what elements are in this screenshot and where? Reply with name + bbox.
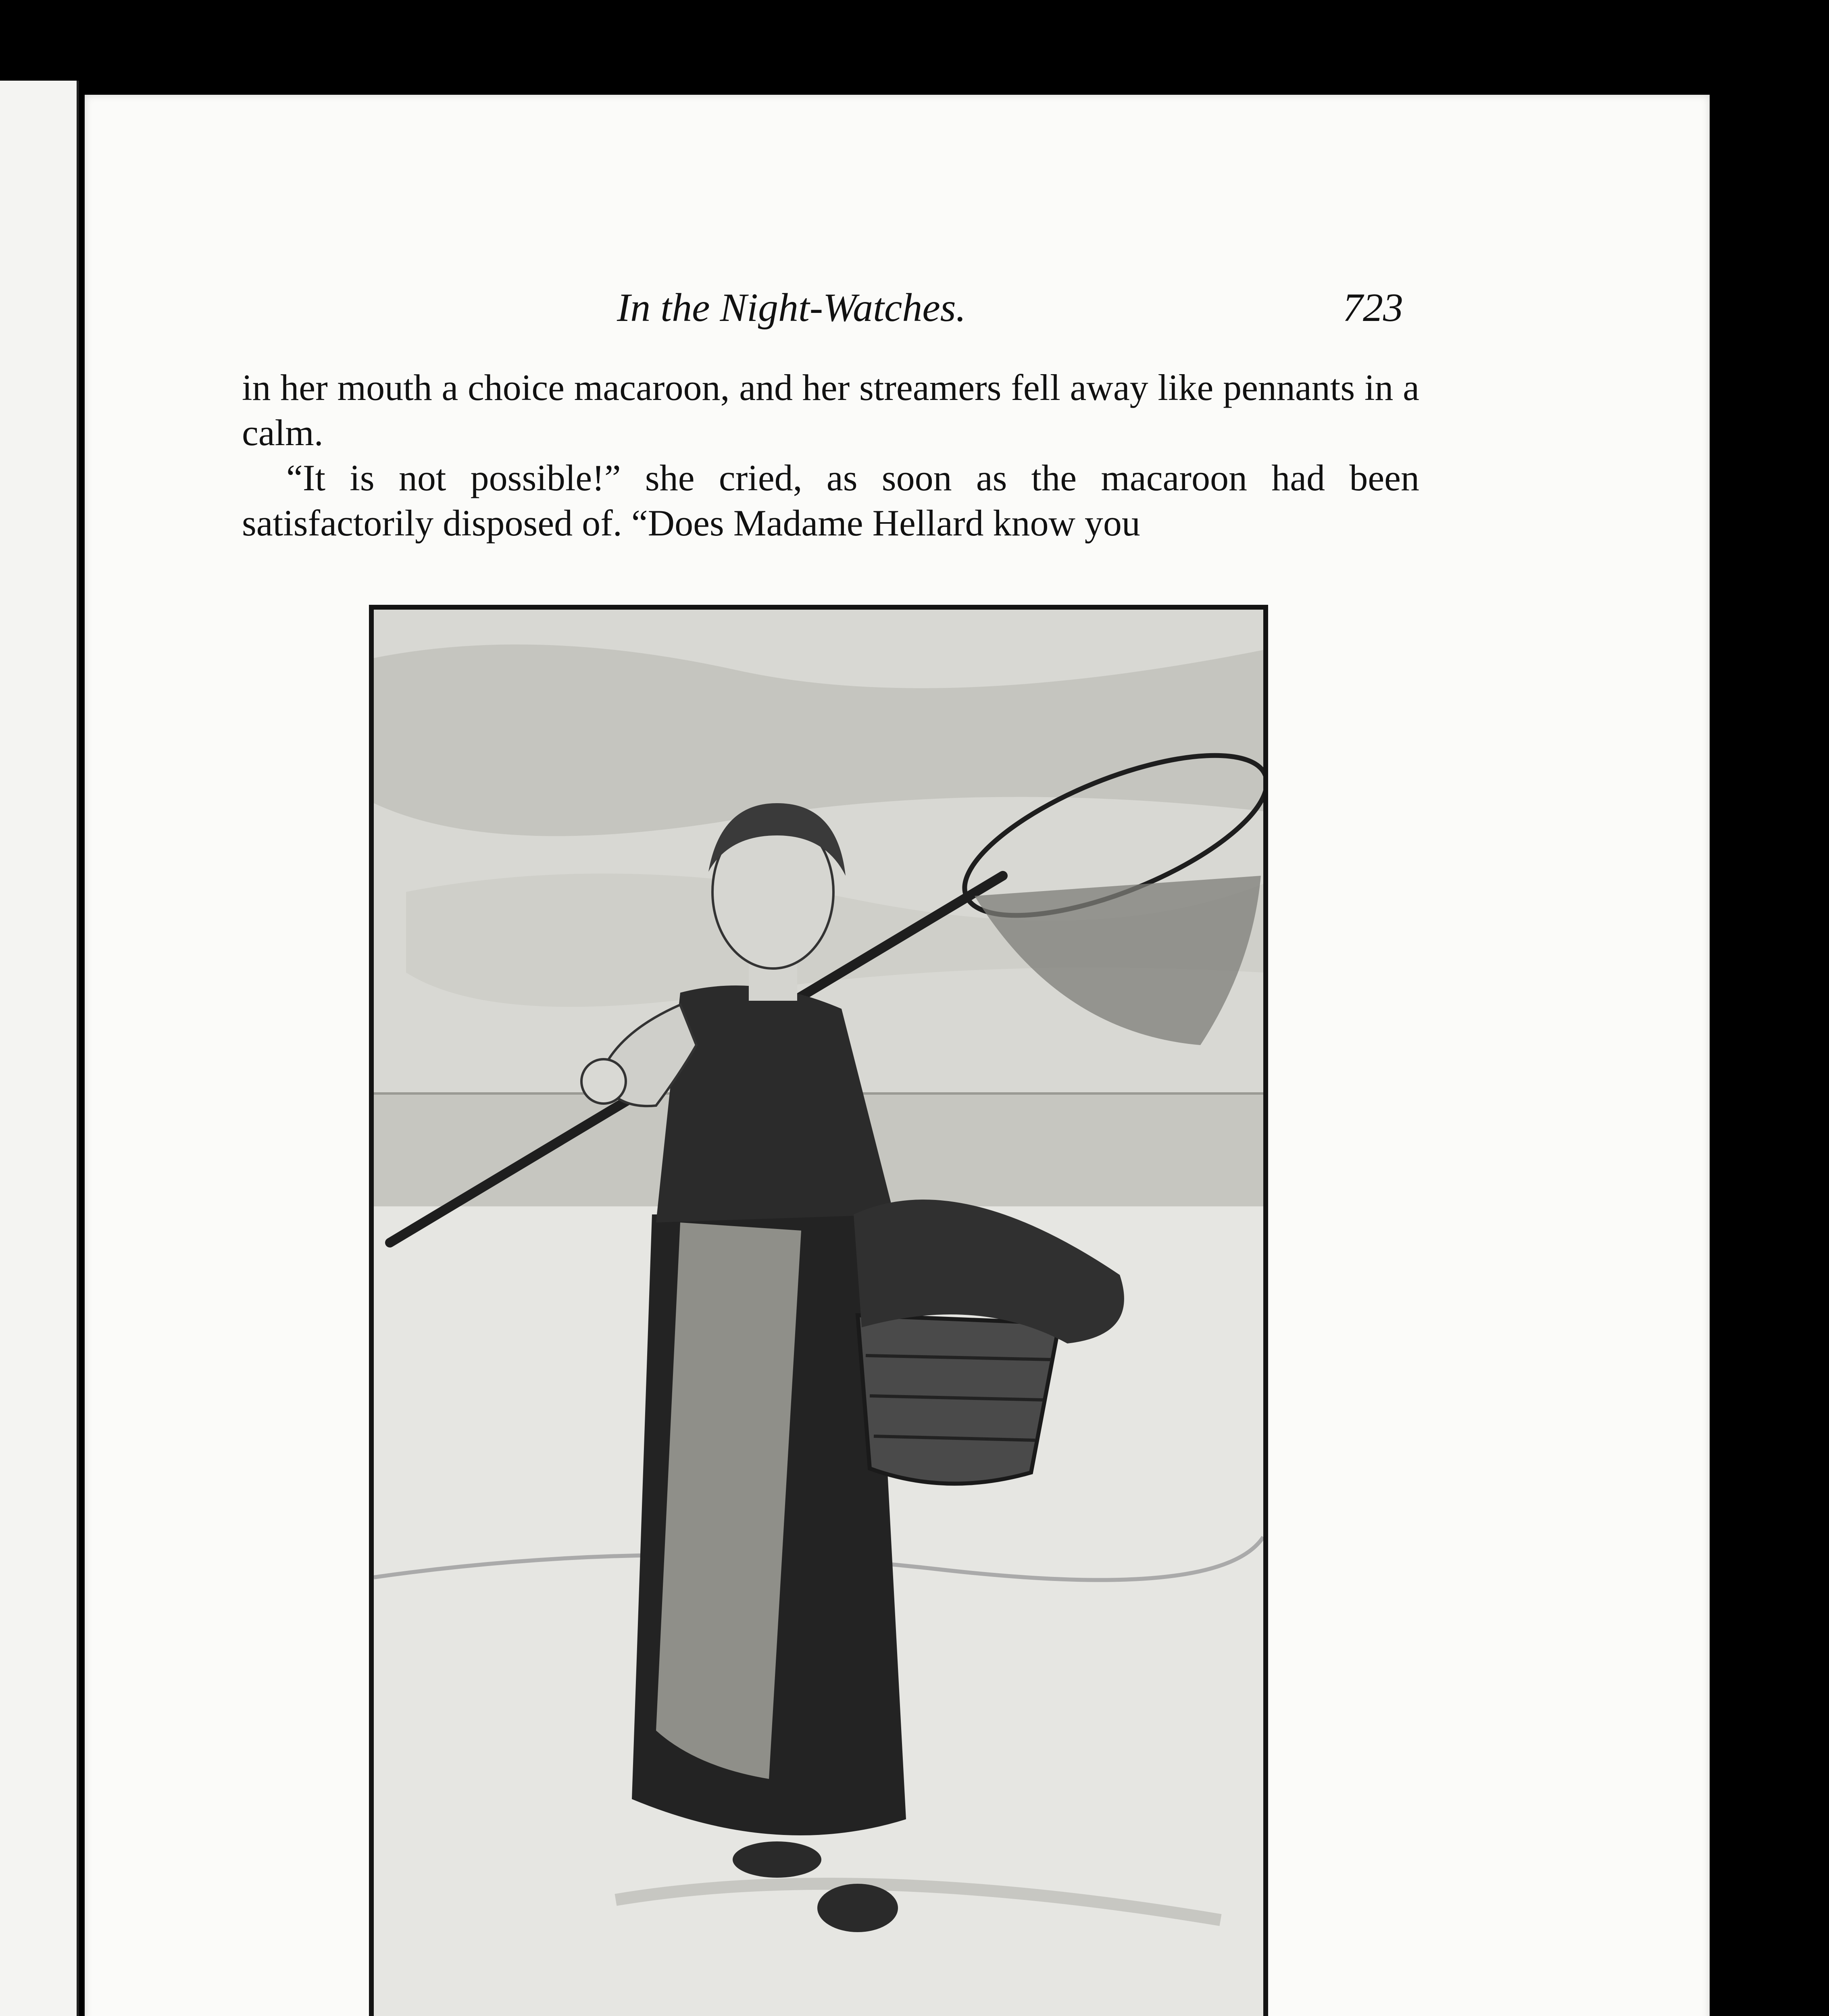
illustration-drawing — [374, 610, 1263, 2016]
hand — [581, 1059, 626, 1104]
previous-page-edge — [0, 81, 79, 2016]
running-head-title: In the Night-Watches. — [617, 285, 966, 330]
paragraph: in her mouth a choice macaroon, and her streamers fell away like pennants in a calm. — [242, 367, 1419, 453]
page-number: 723 — [1343, 285, 1403, 330]
paragraph: “It is not possible!” she cried, as soon as the macaroon had been satisfactorily disposed of. “Does Madame Hellard know you — [242, 457, 1419, 544]
running-head — [85, 284, 1710, 345]
top-text-block — [242, 365, 1419, 546]
illustration-marie-louise — [369, 605, 1268, 2016]
book-page — [85, 95, 1710, 2016]
right-shoe — [817, 1884, 898, 1932]
left-shoe — [733, 1841, 821, 1878]
